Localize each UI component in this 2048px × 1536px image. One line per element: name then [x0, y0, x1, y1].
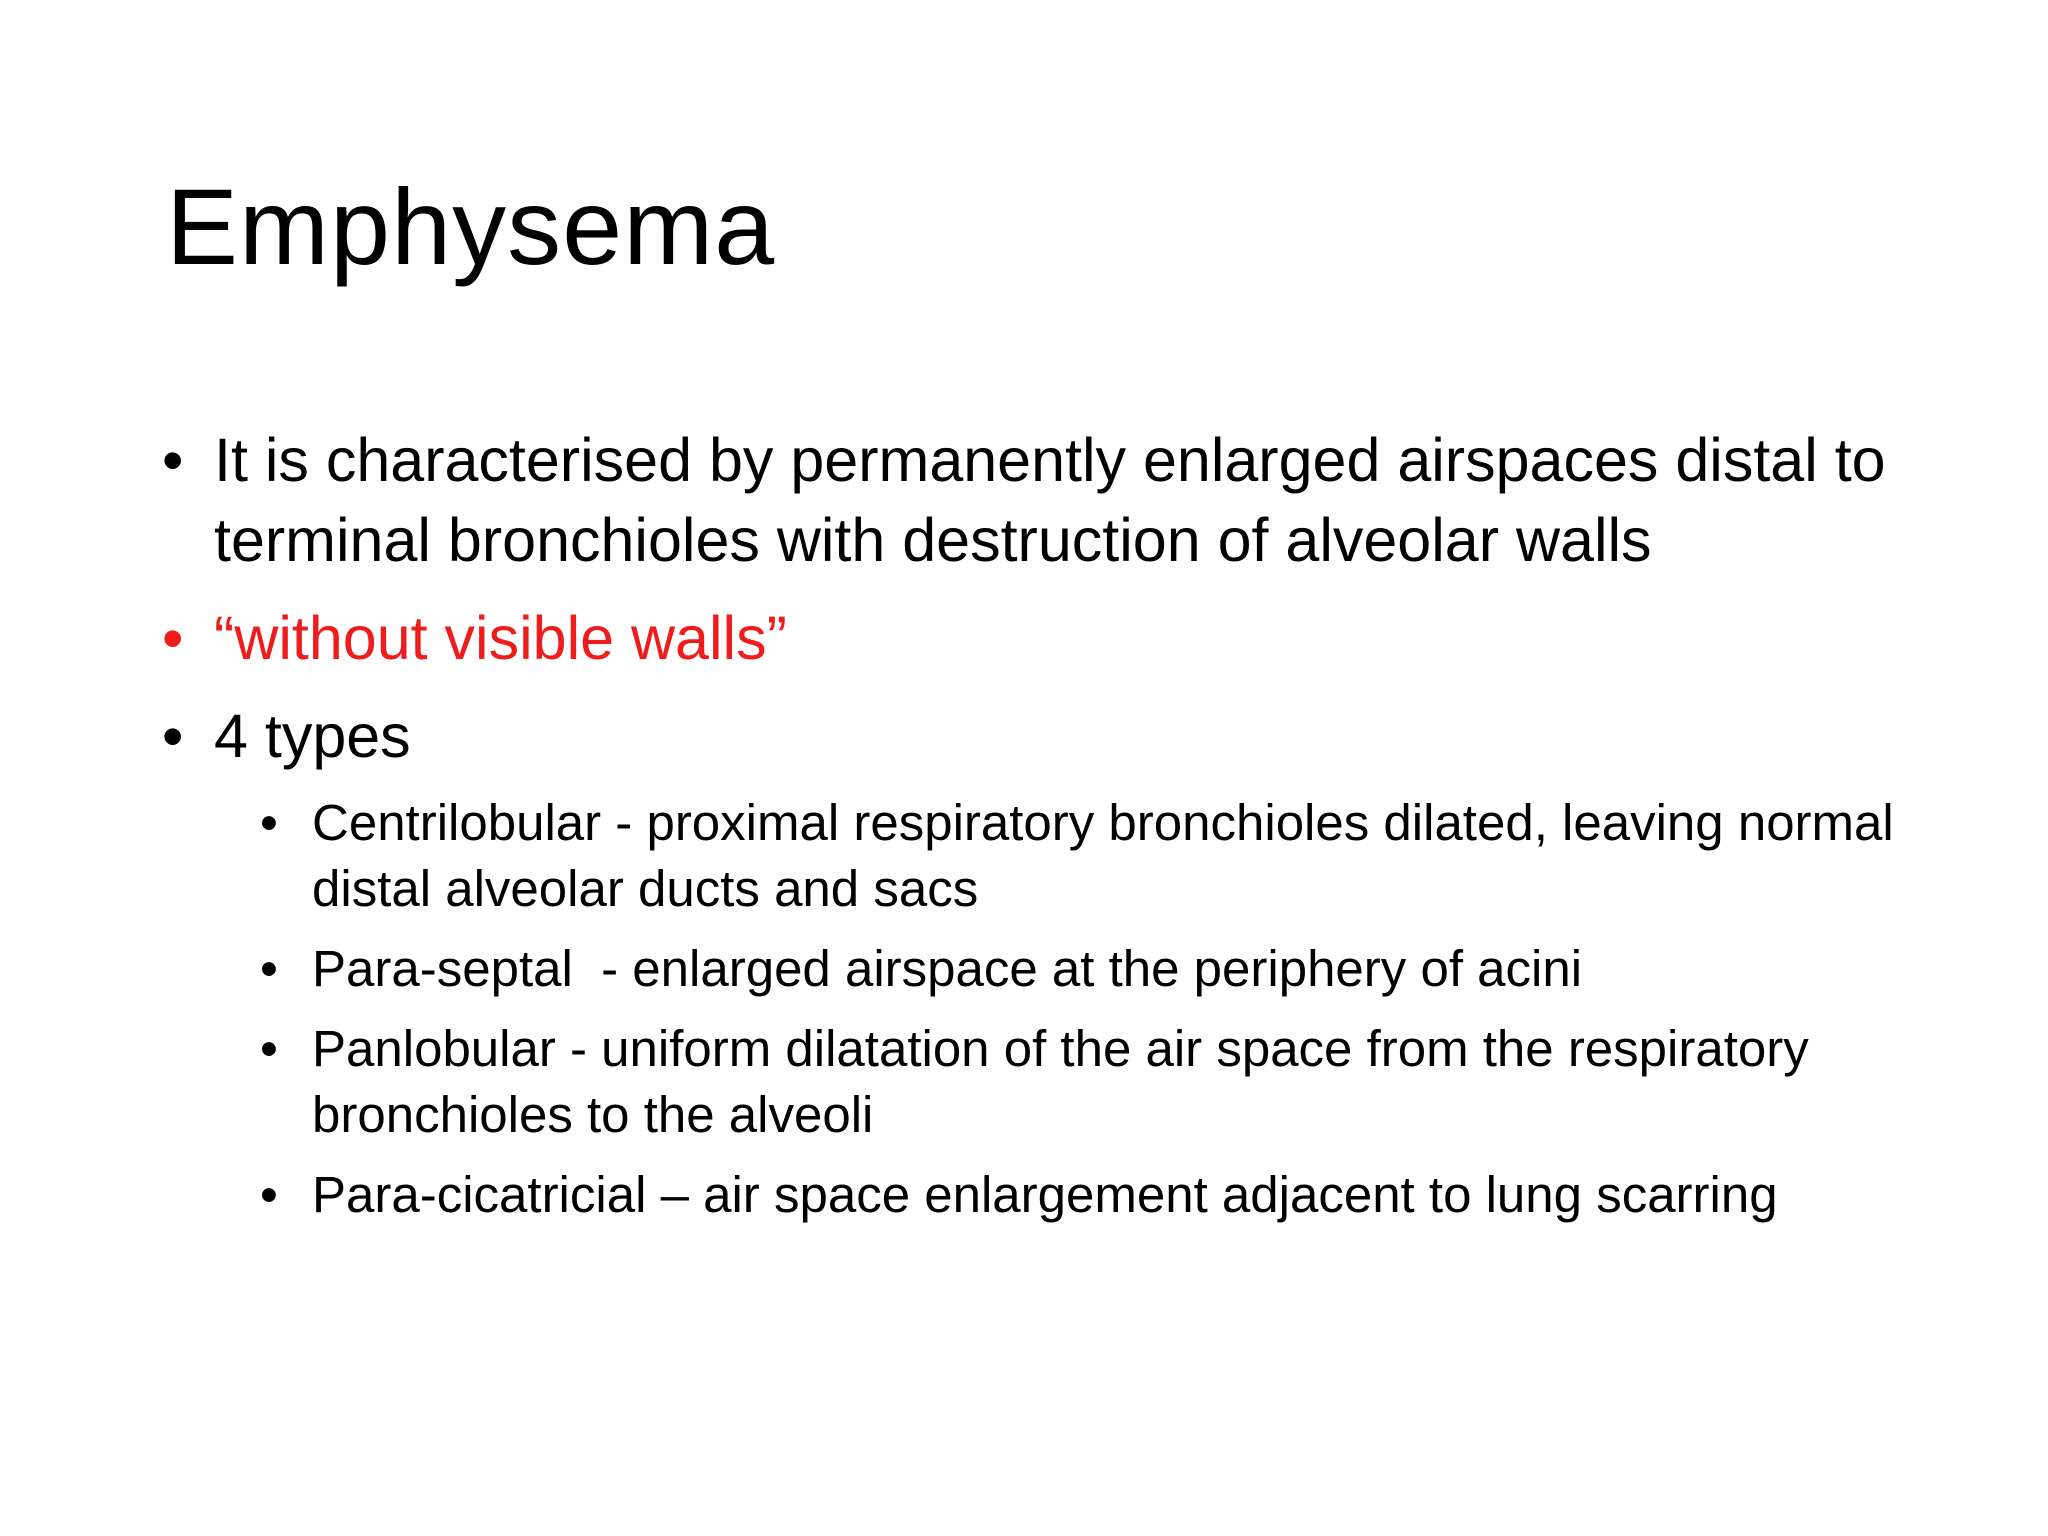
- bullet-dot-icon: •: [260, 1020, 278, 1077]
- bullet-without-visible-walls: [162, 598, 1922, 678]
- types-list: [162, 790, 1922, 1228]
- bullet-text: It is characterised by permanently enlarged airspaces distal to terminal bronchioles with destruction of alveolar walls: [214, 426, 1886, 574]
- type-item-panlobular: [260, 1016, 1922, 1148]
- bullet-text: 4 types: [214, 702, 411, 770]
- slide-body: [162, 420, 1922, 1242]
- type-item-para-cicatricial: [260, 1162, 1922, 1228]
- type-text: Para-septal - enlarged airspace at the periphery of acini: [312, 940, 1583, 997]
- bullet-dot-icon: •: [162, 702, 184, 770]
- slide-title: Emphysema: [166, 166, 776, 287]
- bullet-dot-icon: •: [260, 794, 278, 851]
- bullet-dot-icon: •: [162, 604, 184, 672]
- type-item-para-septal: [260, 936, 1922, 1002]
- type-text: Centrilobular - proximal respiratory bronchioles dilated, leaving normal distal alveolar ducts and sacs: [312, 794, 1894, 917]
- bullet-types: [162, 696, 1922, 776]
- bullet-text: “without visible walls”: [214, 604, 787, 672]
- type-text: Panlobular - uniform dilatation of the air space from the respiratory bronchioles to the alveoli: [312, 1020, 1809, 1143]
- bullet-dot-icon: •: [260, 940, 278, 997]
- type-text: Para-cicatricial – air space enlargement adjacent to lung scarring: [312, 1166, 1778, 1223]
- bullet-definition: [162, 420, 1922, 580]
- bullet-dot-icon: •: [260, 1166, 278, 1223]
- bullet-dot-icon: •: [162, 426, 184, 494]
- type-item-centrilobular: [260, 790, 1922, 922]
